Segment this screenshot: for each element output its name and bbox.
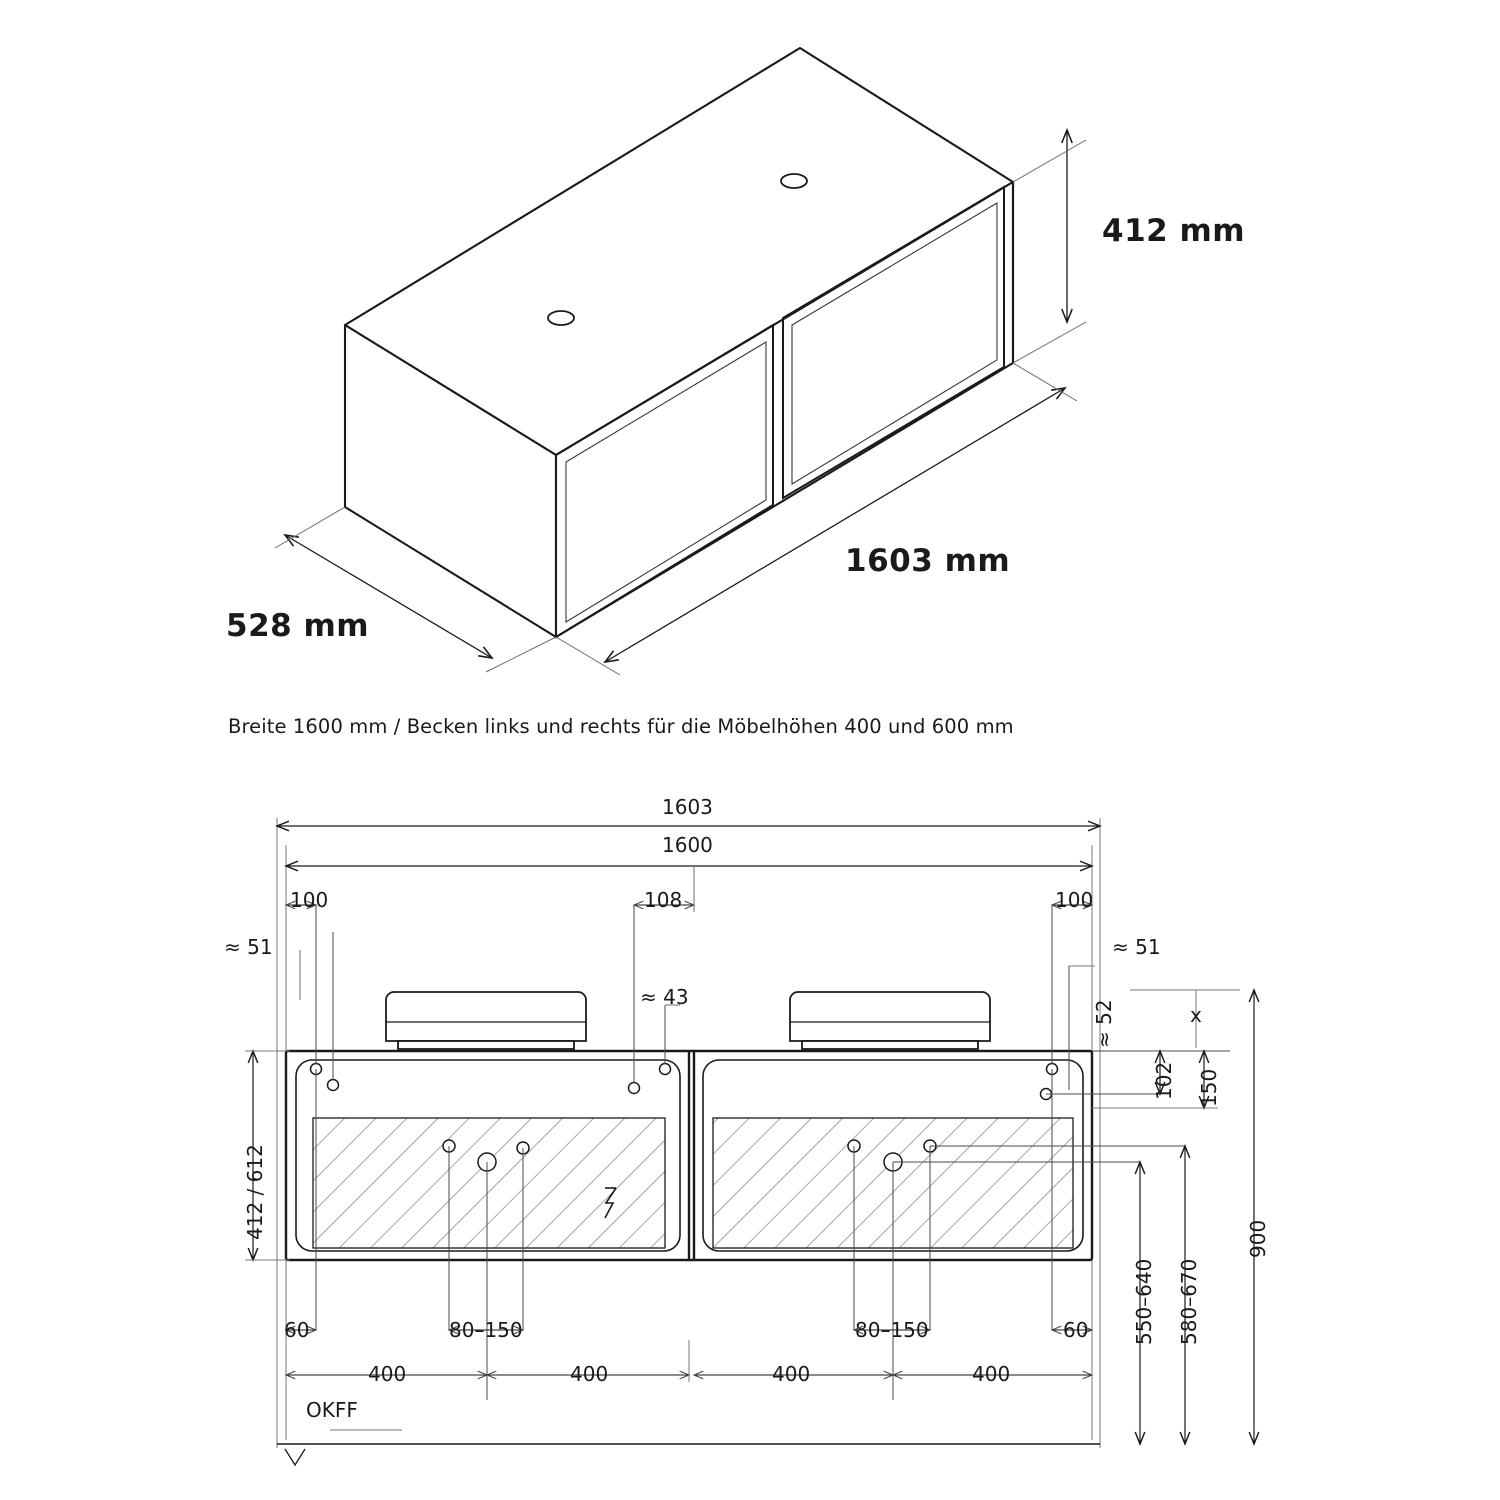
elevation-basin-left [386, 992, 586, 1049]
dim-label-150: 150 [1197, 1068, 1221, 1107]
dim-label-left-60: 60 [284, 1318, 310, 1342]
dim-label-body-height: 412 / 612 [243, 1144, 267, 1240]
dim-label-left-80-150: 80–150 [449, 1318, 523, 1342]
dim-label-left-100: 100 [290, 888, 329, 912]
dim-label-seg-4: 400 [972, 1362, 1011, 1386]
dim-label-1603: 1603 [662, 795, 713, 819]
floor-label-okff: OKFF [306, 1398, 358, 1422]
dim-right-side [1092, 990, 1254, 1444]
iso-depth-label: 528 mm [226, 608, 370, 644]
iso-height-label: 412 mm [1102, 213, 1246, 249]
dim-label-550-640: 550–640 [1132, 1258, 1156, 1345]
dim-label-seg-2: 400 [570, 1362, 609, 1386]
dim-label-900: 900 [1246, 1219, 1270, 1258]
dim-label-center-gap-43: ≈ 43 [640, 985, 689, 1009]
elevation-basin-right [790, 992, 990, 1049]
dim-label-right-80-150: 80–150 [855, 1318, 929, 1342]
dim-label-seg-3: 400 [772, 1362, 811, 1386]
iso-height-dimension [1013, 130, 1086, 363]
drawing-caption: Breite 1600 mm / Becken links und rechts für die Möbelhöhen 400 und 600 mm [228, 715, 1014, 738]
dim-offsets-top [286, 866, 1092, 912]
floor-line-okff [277, 1430, 1100, 1465]
dim-label-right-60: 60 [1063, 1318, 1089, 1342]
dim-label-seg-1: 400 [368, 1362, 407, 1386]
iso-width-label: 1603 mm [845, 543, 1011, 579]
dim-label-gap-52: ≈ 52 [1092, 999, 1116, 1048]
dim-label-right-gap-51: ≈ 51 [1112, 935, 1161, 959]
dim-label-580-670: 580–670 [1177, 1258, 1201, 1345]
dim-label-right-100: 100 [1055, 888, 1094, 912]
dim-label-center-108: 108 [644, 888, 683, 912]
dim-label-1600: 1600 [662, 833, 713, 857]
dim-label-left-gap-51: ≈ 51 [224, 935, 273, 959]
dim-label-102: 102 [1152, 1061, 1176, 1100]
dim-label-x: x [1190, 1003, 1202, 1027]
